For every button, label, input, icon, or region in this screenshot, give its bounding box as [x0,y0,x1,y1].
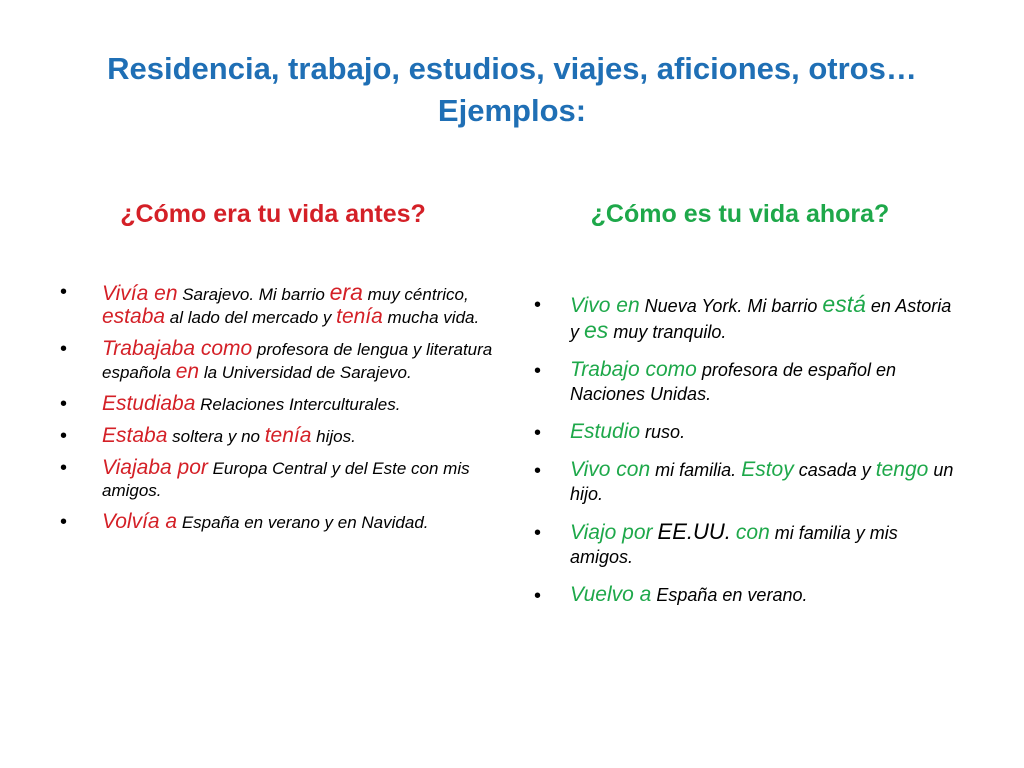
item-text: Relaciones Interculturales. [195,395,401,414]
verb-highlight: Trabajaba como [102,337,253,360]
item-text: Europa Central y del Este con mis amigos. [102,459,470,500]
list-item [520,583,960,607]
verb-highlight: Estoy [741,458,794,481]
bullet-icon: • [534,522,542,544]
item-text: un hijo. [570,460,954,504]
item-text: en Astoria y [570,296,952,342]
list-item [520,292,960,344]
present-list [520,292,960,607]
item-text: España en verano y en Navidad. [177,513,429,532]
bullet-icon: • [60,457,68,479]
slide-title [40,48,984,132]
item-text: la Universidad de Sarajevo. [199,363,412,382]
past-list [48,281,498,534]
verb-highlight: en [175,360,200,383]
title-line-1: Residencia, trabajo, estudios, viajes, aficiones, otros… [107,51,917,86]
verb-highlight: tengo [875,458,929,481]
verb-highlight: Estudiaba [102,392,196,415]
item-text: Nueva York. Mi barrio [639,296,823,316]
bullet-icon: • [534,360,542,382]
list-item [520,520,960,569]
item-text: casada y [793,460,876,480]
list-item [48,338,498,384]
bullet-icon: • [60,511,68,533]
item-text: España en verano. [651,585,808,605]
verb-highlight: Viajo por [570,521,653,544]
verb-highlight: tenía [336,305,383,328]
item-text: soltera y no [167,427,265,446]
past-column [48,198,498,543]
item-text: ruso. [640,422,686,442]
item-text: mucha vida. [382,308,480,327]
present-heading: ¿Cómo es tu vida ahora? [590,200,890,228]
verb-highlight: con [735,521,770,544]
past-heading: ¿Cómo era tu vida antes? [120,200,426,228]
item-text: hijos. [311,427,356,446]
bullet-icon: • [60,393,68,415]
bullet-icon: • [60,281,68,303]
verb-highlight: Estudio [570,420,641,443]
verb-highlight: Vivía en [102,282,178,305]
bullet-icon: • [534,422,542,444]
item-text: muy céntrico, [362,285,469,304]
bullet-icon: • [534,585,542,607]
item-text: mi familia y mis amigos. [570,523,898,567]
list-item [48,511,498,534]
bullet-icon: • [60,338,68,360]
verb-highlight: es [584,317,609,343]
bullet-icon: • [534,460,542,482]
verb-highlight: Viajaba por [102,456,208,479]
list-item [520,358,960,406]
bullet-icon: • [60,425,68,447]
list-item [48,457,498,502]
item-text: Sarajevo. Mi barrio [177,285,330,304]
item-text: mi familia. [650,460,742,480]
present-column [520,198,960,621]
country-abbreviation: EE.UU. [657,519,731,544]
verb-highlight: Volvía a [102,510,178,533]
list-item [48,281,498,329]
verb-highlight: está [822,291,866,317]
item-text: profesora de español en Naciones Unidas. [570,360,896,404]
verb-highlight: Trabajo como [570,358,697,381]
verb-highlight: era [329,279,363,305]
verb-highlight: Estaba [102,424,168,447]
item-text: al lado del mercado y [165,308,337,327]
list-item [48,393,498,416]
verb-highlight: tenía [264,424,312,447]
list-item [48,425,498,448]
item-text: profesora de lengua y literatura española [102,340,493,382]
verb-highlight: Vivo en [570,294,640,317]
list-item [520,420,960,444]
title-line-2: Ejemplos: [437,93,587,128]
verb-highlight: Vivo con [570,458,651,481]
list-item [520,458,960,506]
verb-highlight: Vuelvo a [570,583,652,606]
verb-highlight: estaba [102,305,166,328]
item-text: muy tranquilo. [608,322,727,342]
bullet-icon: • [534,294,542,316]
